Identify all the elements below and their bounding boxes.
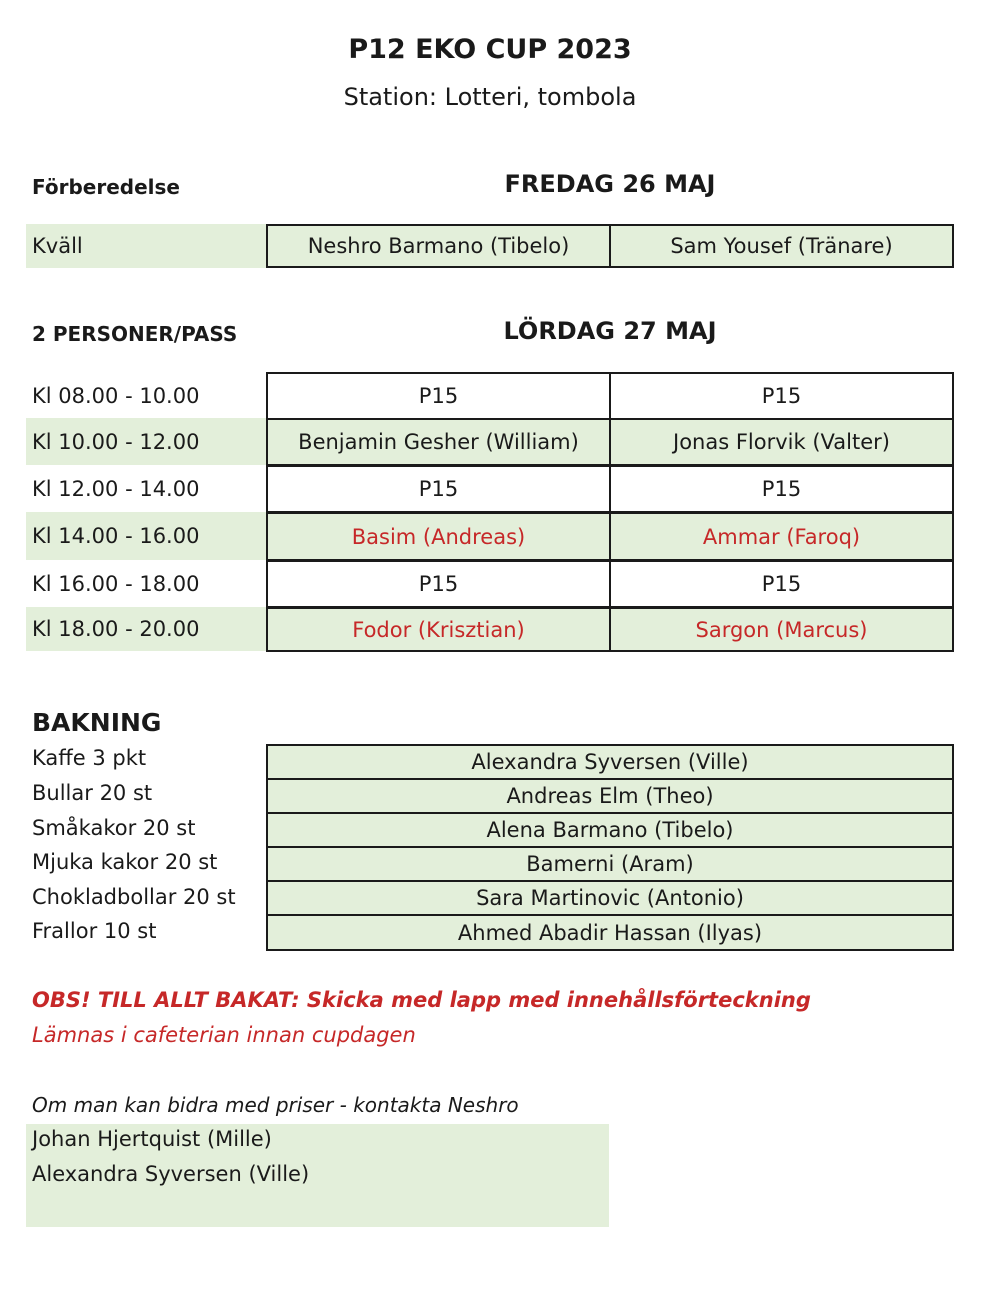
page-title: P12 EKO CUP 2023 <box>348 34 632 65</box>
friday-heading: FREDAG 26 MAJ <box>504 170 716 198</box>
baking-person-cell: Ahmed Abadir Hassan (Ilyas) <box>266 914 954 951</box>
saturday-heading: LÖRDAG 27 MAJ <box>503 317 717 345</box>
shift-time-label: Kl 14.00 - 16.00 <box>26 512 266 560</box>
prize-contact: Johan Hjertquist (Mille) <box>32 1127 272 1151</box>
shift-cell-right: Ammar (Faroq) <box>609 512 954 561</box>
shift-time-label: Kl 10.00 - 12.00 <box>26 418 266 465</box>
page-subtitle: Station: Lotteri, tombola <box>343 83 637 111</box>
friday-cell-right: Sam Yousef (Tränare) <box>609 224 954 268</box>
friday-section-label: Förberedelse <box>32 175 180 199</box>
baking-item-label: Frallor 10 st <box>32 919 157 943</box>
shift-cell-left: P15 <box>266 560 611 608</box>
shift-cell-right: P15 <box>609 560 954 608</box>
baking-item-label: Småkakor 20 st <box>32 816 196 840</box>
shift-cell-right: P15 <box>609 465 954 513</box>
saturday-section-label: 2 PERSONER/PASS <box>32 322 238 346</box>
baking-item-label: Chokladbollar 20 st <box>32 885 236 909</box>
baking-item-label: Bullar 20 st <box>32 781 153 805</box>
shift-time-label: Kl 16.00 - 18.00 <box>32 571 200 596</box>
shift-cell-left: Basim (Andreas) <box>266 512 611 561</box>
shift-cell-right: Sargon (Marcus) <box>609 607 954 652</box>
baking-item-label: Mjuka kakor 20 st <box>32 850 218 874</box>
baking-item-label: Kaffe 3 pkt <box>32 746 147 770</box>
shift-time-label: Kl 18.00 - 20.00 <box>26 607 266 651</box>
baking-person-cell: Sara Martinovic (Antonio) <box>266 880 954 916</box>
prize-contact: Alexandra Syversen (Ville) <box>32 1162 310 1186</box>
shift-cell-left: P15 <box>266 465 611 513</box>
prizes-note: Om man kan bidra med priser - kontakta Neshro <box>32 1093 519 1117</box>
baking-person-cell: Alena Barmano (Tibelo) <box>266 812 954 848</box>
shift-cell-left: Fodor (Krisztian) <box>266 607 611 652</box>
shift-cell-right: P15 <box>609 372 954 420</box>
obs-notice: OBS! TILL ALLT BAKAT: Skicka med lapp med innehållsförteckning <box>32 988 811 1012</box>
friday-row-label: Kväll <box>26 224 266 268</box>
baking-person-cell: Bamerni (Aram) <box>266 846 954 882</box>
shift-cell-left: P15 <box>266 372 611 420</box>
baking-person-cell: Andreas Elm (Theo) <box>266 778 954 814</box>
baking-heading: BAKNING <box>32 708 162 737</box>
dropoff-note: Lämnas i cafeterian innan cupdagen <box>32 1023 416 1047</box>
shift-cell-right: Jonas Florvik (Valter) <box>609 418 954 466</box>
shift-cell-left: Benjamin Gesher (William) <box>266 418 611 466</box>
shift-time-label: Kl 12.00 - 14.00 <box>32 476 200 501</box>
shift-time-label: Kl 08.00 - 10.00 <box>32 383 200 408</box>
friday-cell-left: Neshro Barmano (Tibelo) <box>266 224 611 268</box>
baking-person-cell: Alexandra Syversen (Ville) <box>266 744 954 780</box>
